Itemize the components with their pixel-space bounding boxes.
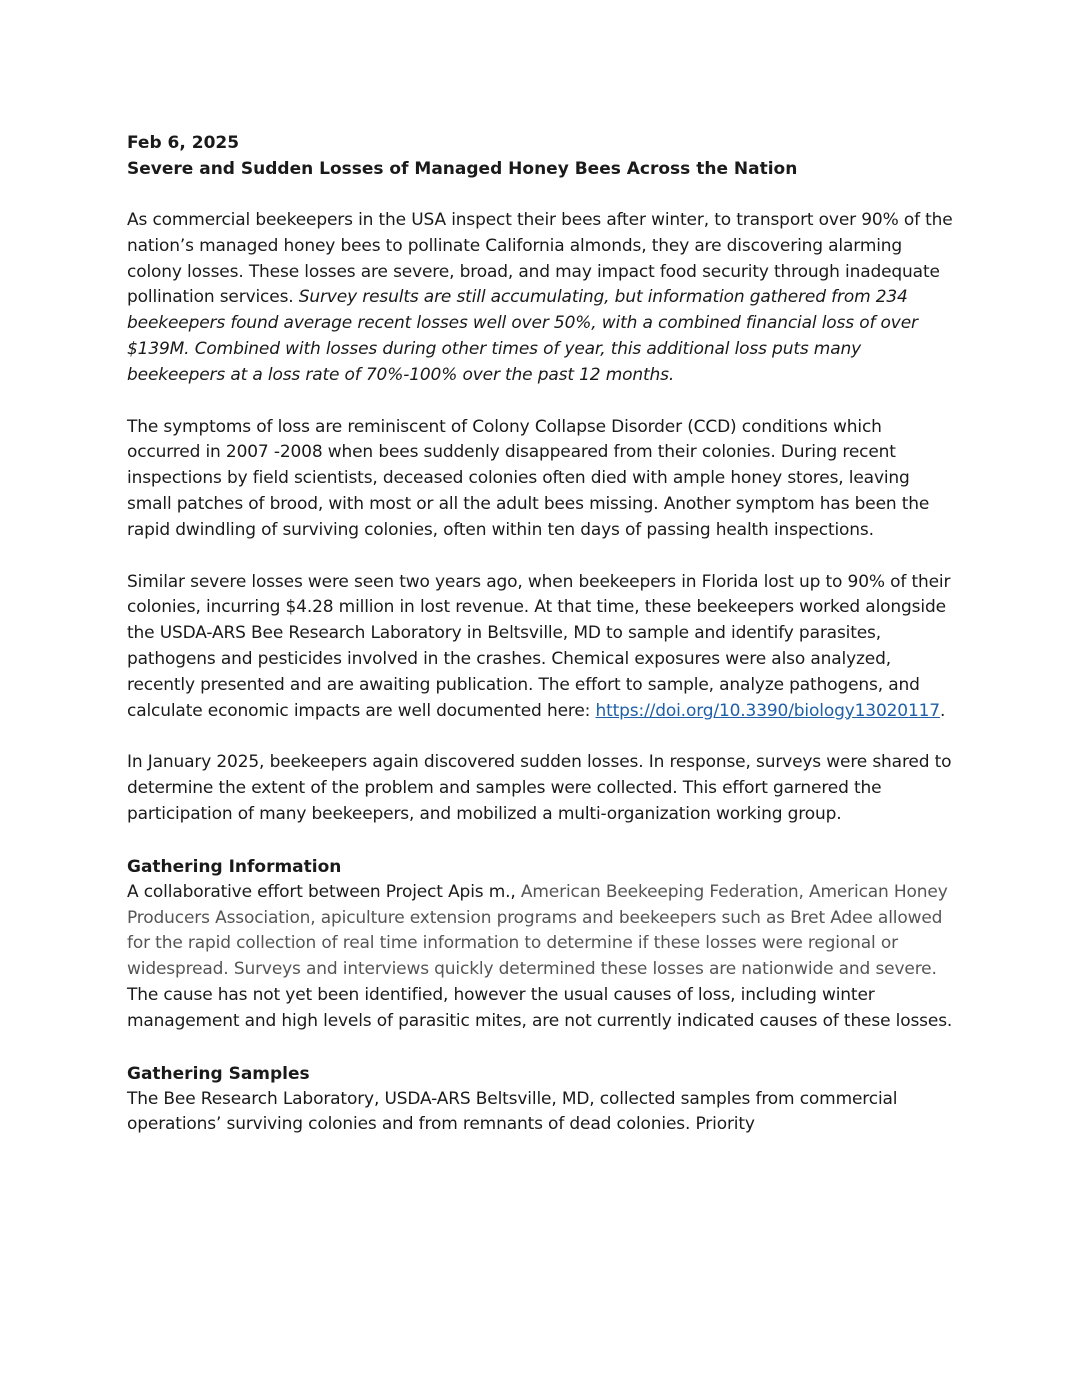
- survey-results-italic: Survey results are still accumulating, but information gathered from 234 beekeepers found average recent losses well over 50%, with a combined financial loss of over $139M. Combined with losses during other times of year, this additional loss puts many beekeepers at a loss rate of 70%-100% over the past 12 months.: [127, 287, 918, 385]
- document-title: Severe and Sudden Losses of Managed Honey Bees Across the Nation: [127, 159, 798, 179]
- january-2025-paragraph: In January 2025, beekeepers again discovered sudden losses. In response, surveys were shared to determine the extent of the problem and samples were collected. This effort garnered the participation of many beekeepers, and mobilized a multi-organization working group.: [127, 752, 952, 824]
- gathering-information-text-a: A collaborative effort between Project Apis m.,: [127, 881, 521, 902]
- intro-text: As commercial beekeepers in the USA inspect their bees after winter, to transport over 90% of the nation’s managed honey bees to pollinate California almonds, they are discovering alarming colony losses. These losses are severe, broad, and may impact food security through inadequate pollination services.: [127, 210, 953, 308]
- symptoms-paragraph: The symptoms of loss are reminiscent of Colony Collapse Disorder (CCD) conditions which occurred in 2007 -2008 when bees suddenly disappeared from their colonies. During recent inspections by field scientists, deceased colonies often died with ample honey stores, leaving small patches of brood, with most or all the adult bees missing. Another symptom has been the rapid dwindling of surviving colonies, often within ten days of passing health inspections.: [127, 416, 930, 540]
- florida-losses-paragraph: [127, 570, 957, 725]
- florida-losses-text: Similar severe losses were seen two years ago, when beekeepers in Florida lost up to 90% of their colonies, incurring $4.28 million in lost revenue. At that time, these beekeepers worked alongside the USDA-ARS Bee Research Laboratory in Beltsville, MD to sample and identify parasites, pathogens and pesticides involved in the crashes. Chemical exposures were also analyzed, recently presented and are awaiting publication. The effort to sample, analyze pathogens, and calculate economic impacts are well documented here:: [127, 571, 951, 721]
- intro-paragraph: [127, 208, 957, 389]
- gathering-information-paragraph: [127, 880, 957, 1035]
- gathering-samples-heading: Gathering Samples: [127, 1063, 310, 1084]
- doi-link[interactable]: https://doi.org/10.3390/biology13020117: [595, 700, 940, 721]
- document-page: [127, 130, 957, 1164]
- link-trailing-period: .: [939, 700, 946, 721]
- gathering-information-text-b: American Beekeeping Federation, American Honey Producers Association, apiculture extension programs and beekeepers such as Bret Adee allowed for the rapid collection of real time information to determine if these losses were regional or widespread. Surveys and interviews quickly determined these losses are nationwide and severe.: [127, 881, 948, 980]
- gathering-samples-paragraph: The Bee Research Laboratory, USDA-ARS Beltsville, MD, collected samples from commercial operations’ surviving colonies and from remnants of dead colonies. Priority: [127, 1088, 898, 1135]
- gathering-information-heading: Gathering Information: [127, 856, 342, 877]
- document-date: Feb 6, 2025: [127, 133, 240, 153]
- gathering-information-text-c: The cause has not yet been identified, however the usual causes of loss, including winter management and high levels of parasitic mites, are not currently indicated causes of these losses.: [127, 984, 953, 1031]
